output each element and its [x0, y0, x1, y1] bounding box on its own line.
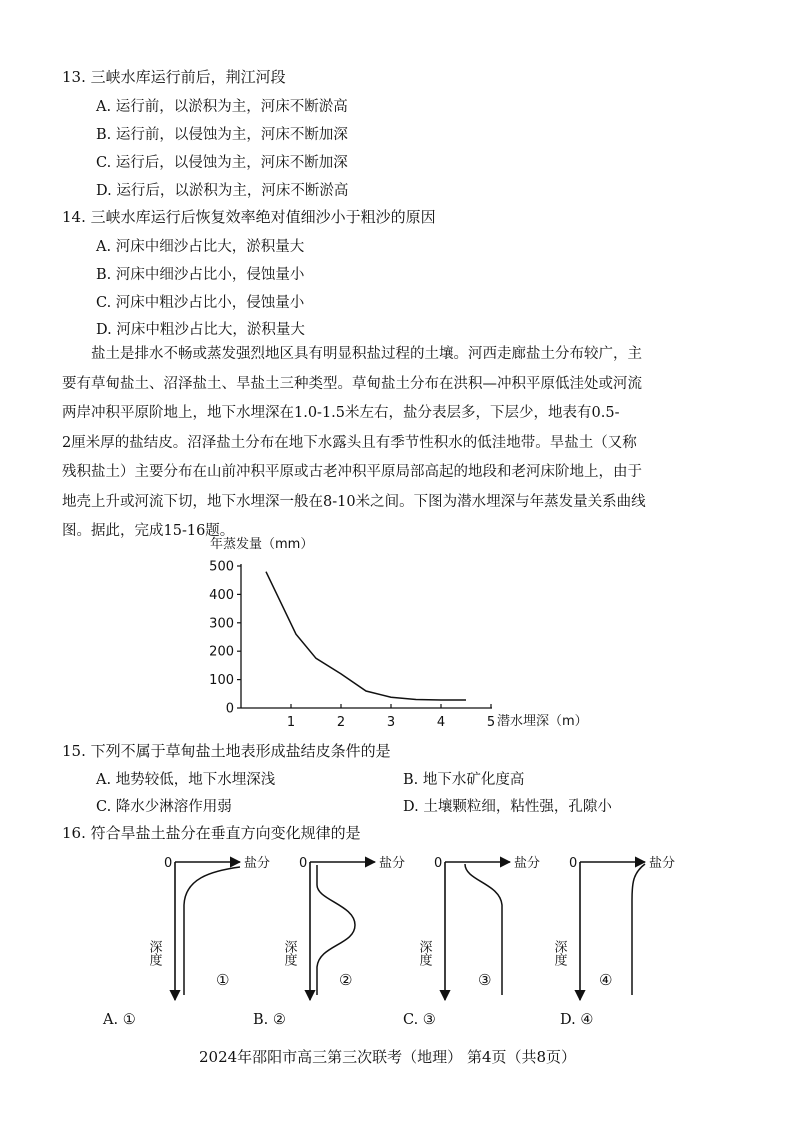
diagram-panel-1 [147, 855, 271, 1000]
page-footer: 2024年邵阳市高三第三次联考（地理） 第4页（共8页） [199, 1048, 577, 1066]
question-14-option-d: D. 河床中粗沙占比大，淤积量大 [96, 322, 305, 338]
x-tick-label: 3 [386, 715, 396, 730]
question-15-option-b: B. 地下水矿化度高 [403, 772, 525, 788]
y-tick-label: 100 [209, 673, 234, 689]
diagram-panel-2 [282, 855, 406, 1000]
question-15-stem: 15. 下列不属于草甸盐土地表形成盐结皮条件的是 [62, 742, 391, 760]
question-13-stem: 13. 三峡水库运行前后，荆江河段 [62, 68, 286, 86]
panel-label: ④ [599, 971, 613, 989]
question-14-option-a: A. 河床中细沙占比大，淤积量大 [96, 239, 305, 255]
question-16-stem: 16. 符合旱盐土盐分在垂直方向变化规律的是 [62, 824, 361, 842]
depth-axis-label: 深度 [416, 940, 432, 966]
question-16-option-b: B. ② [253, 1012, 286, 1028]
passage [62, 340, 752, 547]
question-14-option-b: B. 河床中细沙占比小，侵蚀量小 [96, 267, 305, 283]
depth-axis-label: 深度 [146, 940, 162, 966]
panel-label: ③ [478, 971, 492, 989]
diagram-panel-4 [552, 855, 676, 1000]
evaporation-curve [266, 572, 466, 700]
chart-y-axis-label: 年蒸发量（mm） [210, 537, 314, 552]
origin-label: 0 [164, 856, 173, 871]
x-tick-label: 4 [436, 715, 446, 730]
question-13-option-a: A. 运行前，以淤积为主，河床不断淤高 [96, 99, 348, 115]
passage-line: 两岸冲积平原阶地上，地下水埋深在1.0-1.5米左右，盐分表层多，下层少，地表有0.5- [62, 405, 620, 421]
x-tick-label: 2 [336, 715, 346, 730]
origin-label: 0 [569, 856, 578, 871]
question-13-option-c: C. 运行后，以侵蚀为主，河床不断加深 [96, 155, 348, 171]
depth-axis-label: 深度 [281, 940, 297, 966]
panel-label: ② [339, 971, 353, 989]
y-tick-label: 0 [225, 701, 234, 717]
salt-axis-label: 盐分 [514, 856, 541, 871]
x-tick-label: 1 [286, 715, 296, 730]
diagram-panel-3 [417, 855, 541, 1000]
question-14-option-c: C. 河床中粗沙占比小，侵蚀量小 [96, 295, 305, 311]
question-16-option-d: D. ④ [560, 1012, 594, 1028]
question-13-option-b: B. 运行前，以侵蚀为主，河床不断加深 [96, 127, 348, 143]
y-tick-label: 200 [209, 644, 234, 660]
passage-line: 图。据此，完成15-16题。 [62, 523, 235, 539]
passage-line: 盐土是排水不畅或蒸发强烈地区具有明显积盐过程的土壤。河西走廊盐土分布较广，主 [91, 346, 642, 362]
passage-line: 地壳上升或河流下切，地下水埋深一般在8-10米之间。下图为潜水埋深与年蒸发量关系曲线 [62, 493, 646, 510]
salt-profile-curve [632, 864, 645, 995]
chart-x-axis-label: 潜水埋深（m） [497, 714, 588, 729]
salt-profile-curve [184, 867, 240, 995]
depth-axis-label: 深度 [551, 940, 567, 966]
question-13-option-d: D. 运行后，以淤积为主，河床不断淤高 [96, 183, 349, 199]
question-15-option-a: A. 地势较低，地下水埋深浅 [96, 772, 276, 788]
y-tick-label: 400 [209, 587, 234, 603]
question-15-option-c: C. 降水少淋溶作用弱 [96, 799, 232, 815]
passage-line: 要有草甸盐土、沼泽盐土、旱盐土三种类型。草甸盐土分布在洪积—冲积平原低洼处或河流 [62, 375, 642, 392]
passage-line: 残积盐土）主要分布在山前冲积平原或古老冲积平原局部高起的地段和老河床阶地上，由于 [62, 464, 642, 480]
origin-label: 0 [434, 856, 443, 871]
question-14-stem: 14. 三峡水库运行后恢复效率绝对值细沙小于粗沙的原因 [62, 208, 436, 226]
question-16-option-c: C. ③ [403, 1012, 436, 1028]
salt-depth-diagrams [140, 845, 700, 1010]
salt-axis-label: 盐分 [244, 856, 271, 871]
passage-line: 2厘米厚的盐结皮。沼泽盐土分布在地下水露头且有季节性积水的低洼地带。旱盐土（又称 [62, 434, 637, 451]
question-16-option-a: A. ① [103, 1012, 136, 1028]
salt-axis-label: 盐分 [649, 856, 676, 871]
y-tick-label: 300 [209, 616, 234, 632]
evaporation-chart [190, 530, 588, 740]
x-tick-label: 5 [486, 715, 496, 730]
origin-label: 0 [299, 856, 308, 871]
question-15-option-d: D. 土壤颗粒细，粘性强，孔隙小 [403, 799, 612, 815]
y-tick-label: 500 [209, 559, 234, 575]
salt-axis-label: 盐分 [379, 856, 406, 871]
panel-label: ① [216, 971, 230, 989]
